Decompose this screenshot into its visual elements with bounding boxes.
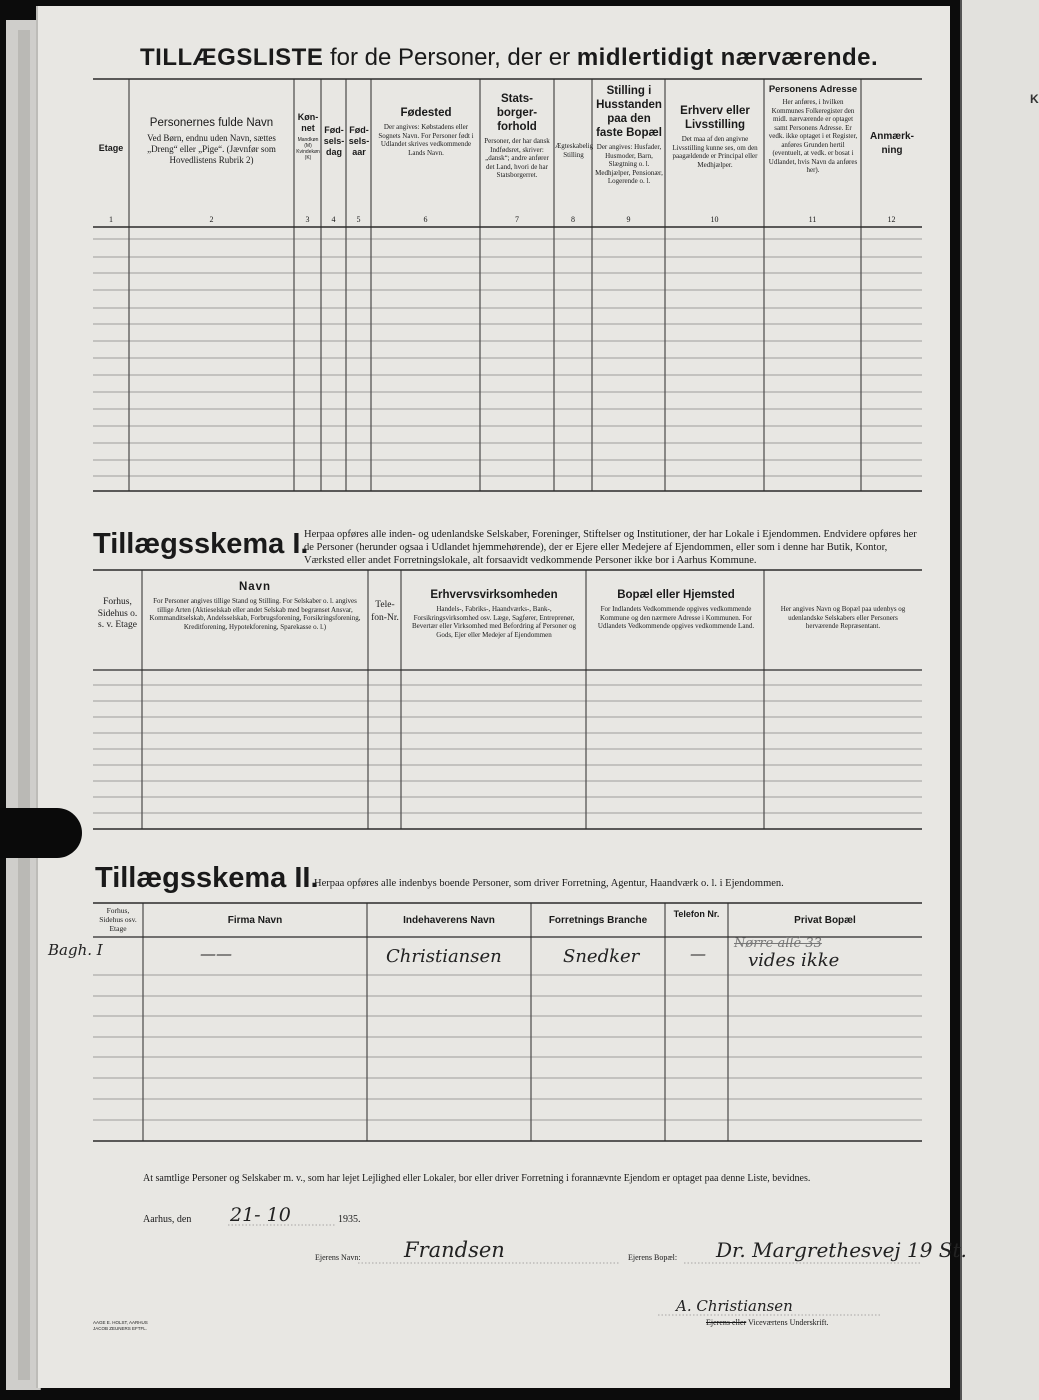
t1-num-11: 11 [808,215,817,224]
s2-row-bopael-struck: Nørre allé 33 [734,936,822,951]
s1-col-bopael-note: For Indlandets Vedkommende opgives vedkommende Kommune og den nærmere Adresse i Kommunen. For Udlandets Vedkommende opgives vedkommende Land. [597,605,755,630]
s1-col-repraesentant: Her angives Navn og Bopæl paa udenbys og udenlandske Selskabers eller Personers herværende Repræsentant. [780,605,906,630]
t1-col-stilling-note: Der angives: Husfader, Husmoder, Barn, Slægtning o. l. Medhjælper, Pensionær, Logerende o. l. [595,143,663,185]
owner-name-label: Ejerens Navn: [315,1253,361,1262]
s2-col-branche: Forretnings Branche [548,915,648,926]
s2-col-etage: Forhus, Sidehus osv. Etage [99,906,137,933]
s1-col-navn-note: For Personer angives tillige Stand og Stilling. For Selskaber o. l. angives tillige Arten (Aktieselskab eller andet Selskab med begrænset Ansvar, Kommanditselskab, Andelsselskab, Forbrugsforening, Forsikringsforening, Kreditforening, Hypotekforening, Sparekasse o. l.) [149,597,361,631]
t1-num-6: 6 [423,215,428,224]
printer-mark: AAGE E. HOLST, AARHUS JACOB ZEUNERS EFTFL. [93,1320,148,1331]
s1-col-telefon: Tele-fon-Nr. [371,600,399,623]
s2-row-bopael: vides ikke [748,950,840,971]
s2-col-bopael: Privat Bopæl [794,915,856,926]
s2-col-telefon: Telefon Nr. [673,909,720,919]
t1-num-9: 9 [626,215,631,224]
footer-date: 21- 10 [230,1204,291,1226]
s1-col-navn [146,580,364,631]
skema1-intro: Herpaa opføres alle inden- og udenlandske Selskaber, Foreninger, Stiftelser og Institutioner, der har Lokale i Ejendommen. Endvidere opføres her de Personer (herunder ogsaa i Udlandet hjemmehørende), der er Ejere eller Medejere af Ejendommen, eller som i denne har Butik, Kontor, Værksted eller andet Forretningslokale, alt forsaavidt vedkommende Personer ikke bor i Aarhus Kommune. [304,529,917,566]
t1-col-erhverv-heading: Erhverv eller Livsstilling [680,105,750,131]
owner-name: Frandsen [404,1238,505,1262]
signature-label-struck: Ejerens eller [706,1318,747,1327]
t1-col-foedselsaar: Fød-sels-aar [348,125,370,157]
footer-place: Aarhus, den [143,1214,192,1225]
owner-address: Dr. Margrethesvej 19 St. [716,1238,967,1262]
skema1-title: Tillægsskema I. [93,528,309,560]
t1-col-navn [131,116,292,166]
t1-col-statsborger [482,92,552,180]
t1-col-koen [295,112,321,161]
s2-col-indehaver: Indehaverens Navn [403,915,495,926]
t1-num-10: 10 [710,215,719,224]
facing-page-letter: K [1030,92,1039,106]
t1-col-etage: Etage [98,143,124,153]
t1-num-2: 2 [209,215,214,224]
s2-row-indehaver: Christiansen [386,946,502,967]
s1-col-bopael [590,588,762,631]
s1-col-bopael-heading: Bopæl eller Hjemsted [617,589,735,601]
s2-row-etage: Bagh. I [48,941,103,959]
t1-col-navn-heading: Personernes fulde Navn [149,117,274,129]
t1-num-12: 12 [887,215,896,224]
t1-col-anmaerkning: Anmærk-ning [870,131,914,156]
t1-num-1: 1 [109,215,113,224]
title-part2: for de Personer, der er [330,44,571,71]
title-part3: midlertidigt nærværende. [576,44,879,71]
t1-num-7: 7 [515,215,519,224]
t1-num-8: 8 [571,215,575,224]
t1-col-navn-note: Ved Børn, endnu uden Navn, sættes „Dreng“ eller „Pige“. (Jævnfør som Hovedlistens Rubrik 2) [147,133,276,165]
t1-col-adresse-note: Her anføres, i hvilken Kommunes Folkeregister den midl. nærværende er optaget samt Personens Adresse. Er vedk. ikke optaget i et Register, anføres Grunden hertil (eventuelt, at vedk. er bosat i Udlandet, hvis Navn da anføres her). [768,98,858,174]
s1-col-erhverv-heading: Erhvervsvirksomheden [430,589,558,601]
t1-col-adresse [766,84,860,175]
signature: A. Christiansen [676,1297,793,1315]
skema2-intro: Herpaa opføres alle indenbys boende Personer, som driver Forretning, Agentur, Haandværk o. l. i Ejendommen. [314,878,784,889]
s2-row-firma: —— [200,944,232,963]
s1-col-navn-heading: Navn [238,581,272,593]
t1-col-koen-note: Mandkøn (M) Kvindekøn (K) [296,137,320,161]
t1-col-erhverv [668,104,762,169]
t1-col-foedested-note: Der angives: Købstadens eller Sognets Navn. For Personer født i Udlandet skrives vedkommende Lands Navn. [378,123,474,157]
t1-col-foedselsdag: Fød-sels-dag [323,125,345,157]
t1-col-foedested [376,106,476,157]
t1-col-foedested-heading: Fødested [400,107,452,119]
t1-num-3: 3 [305,215,310,224]
s2-row-branche: Snedker [563,946,640,967]
s2-row-telefon: — [690,944,706,963]
s1-col-erhverv [404,588,584,639]
footer-statement: At samtlige Personer og Selskaber m. v., som har lejet Lejlighed eller Lokaler, bor eller driver Forretning i forannævnte Ejendom er optaget paa denne Liste, bevidnes. [143,1173,811,1184]
owner-address-label: Ejerens Bopæl: [628,1253,678,1262]
t1-col-statsborger-heading: Stats-borger-forhold [496,93,538,133]
s1-col-etage: Forhus, Sidehus o. s. v. Etage [97,597,138,630]
s2-col-firma: Firma Navn [227,915,283,926]
t1-col-adresse-heading: Personens Adresse [768,84,858,95]
footer-year: 1935. [338,1214,361,1225]
title-part1: TILLÆGSLISTE [140,44,324,71]
signature-label-text: Viceværtens Underskrift. [748,1318,829,1327]
t1-col-aegteskab: Ægteskabelig Stilling [555,142,594,159]
t1-num-5: 5 [356,215,361,224]
t1-col-stilling-heading: Stilling i Husstanden paa den faste Bopæl [596,85,662,139]
skema2-title: Tillægsskema II. [95,862,319,894]
t1-num-4: 4 [331,215,336,224]
t1-col-stilling [594,84,664,186]
signature-label [706,1318,828,1327]
t1-col-statsborger-note: Personer, der har dansk Indfødsret, skriver: „dansk“; andre anfører det Land, hvori de har Statsborgerret. [484,137,550,179]
s1-col-erhverv-note: Handels-, Fabriks-, Haandværks-, Bank-, Forsikringsvirksomhed osv. Læge, Sagfører, Entreprenør, Bevertær eller Virksomhed med Befordring af Personer og Gods, Ejer eller Medejer af Ejendommen [411,605,577,639]
t1-col-erhverv-note: Det maa af den angivne Livsstilling kunne ses, om den paagældende er Principal eller Medhjælper. [672,135,758,169]
t1-col-koen-heading: Køn-net [297,112,319,133]
